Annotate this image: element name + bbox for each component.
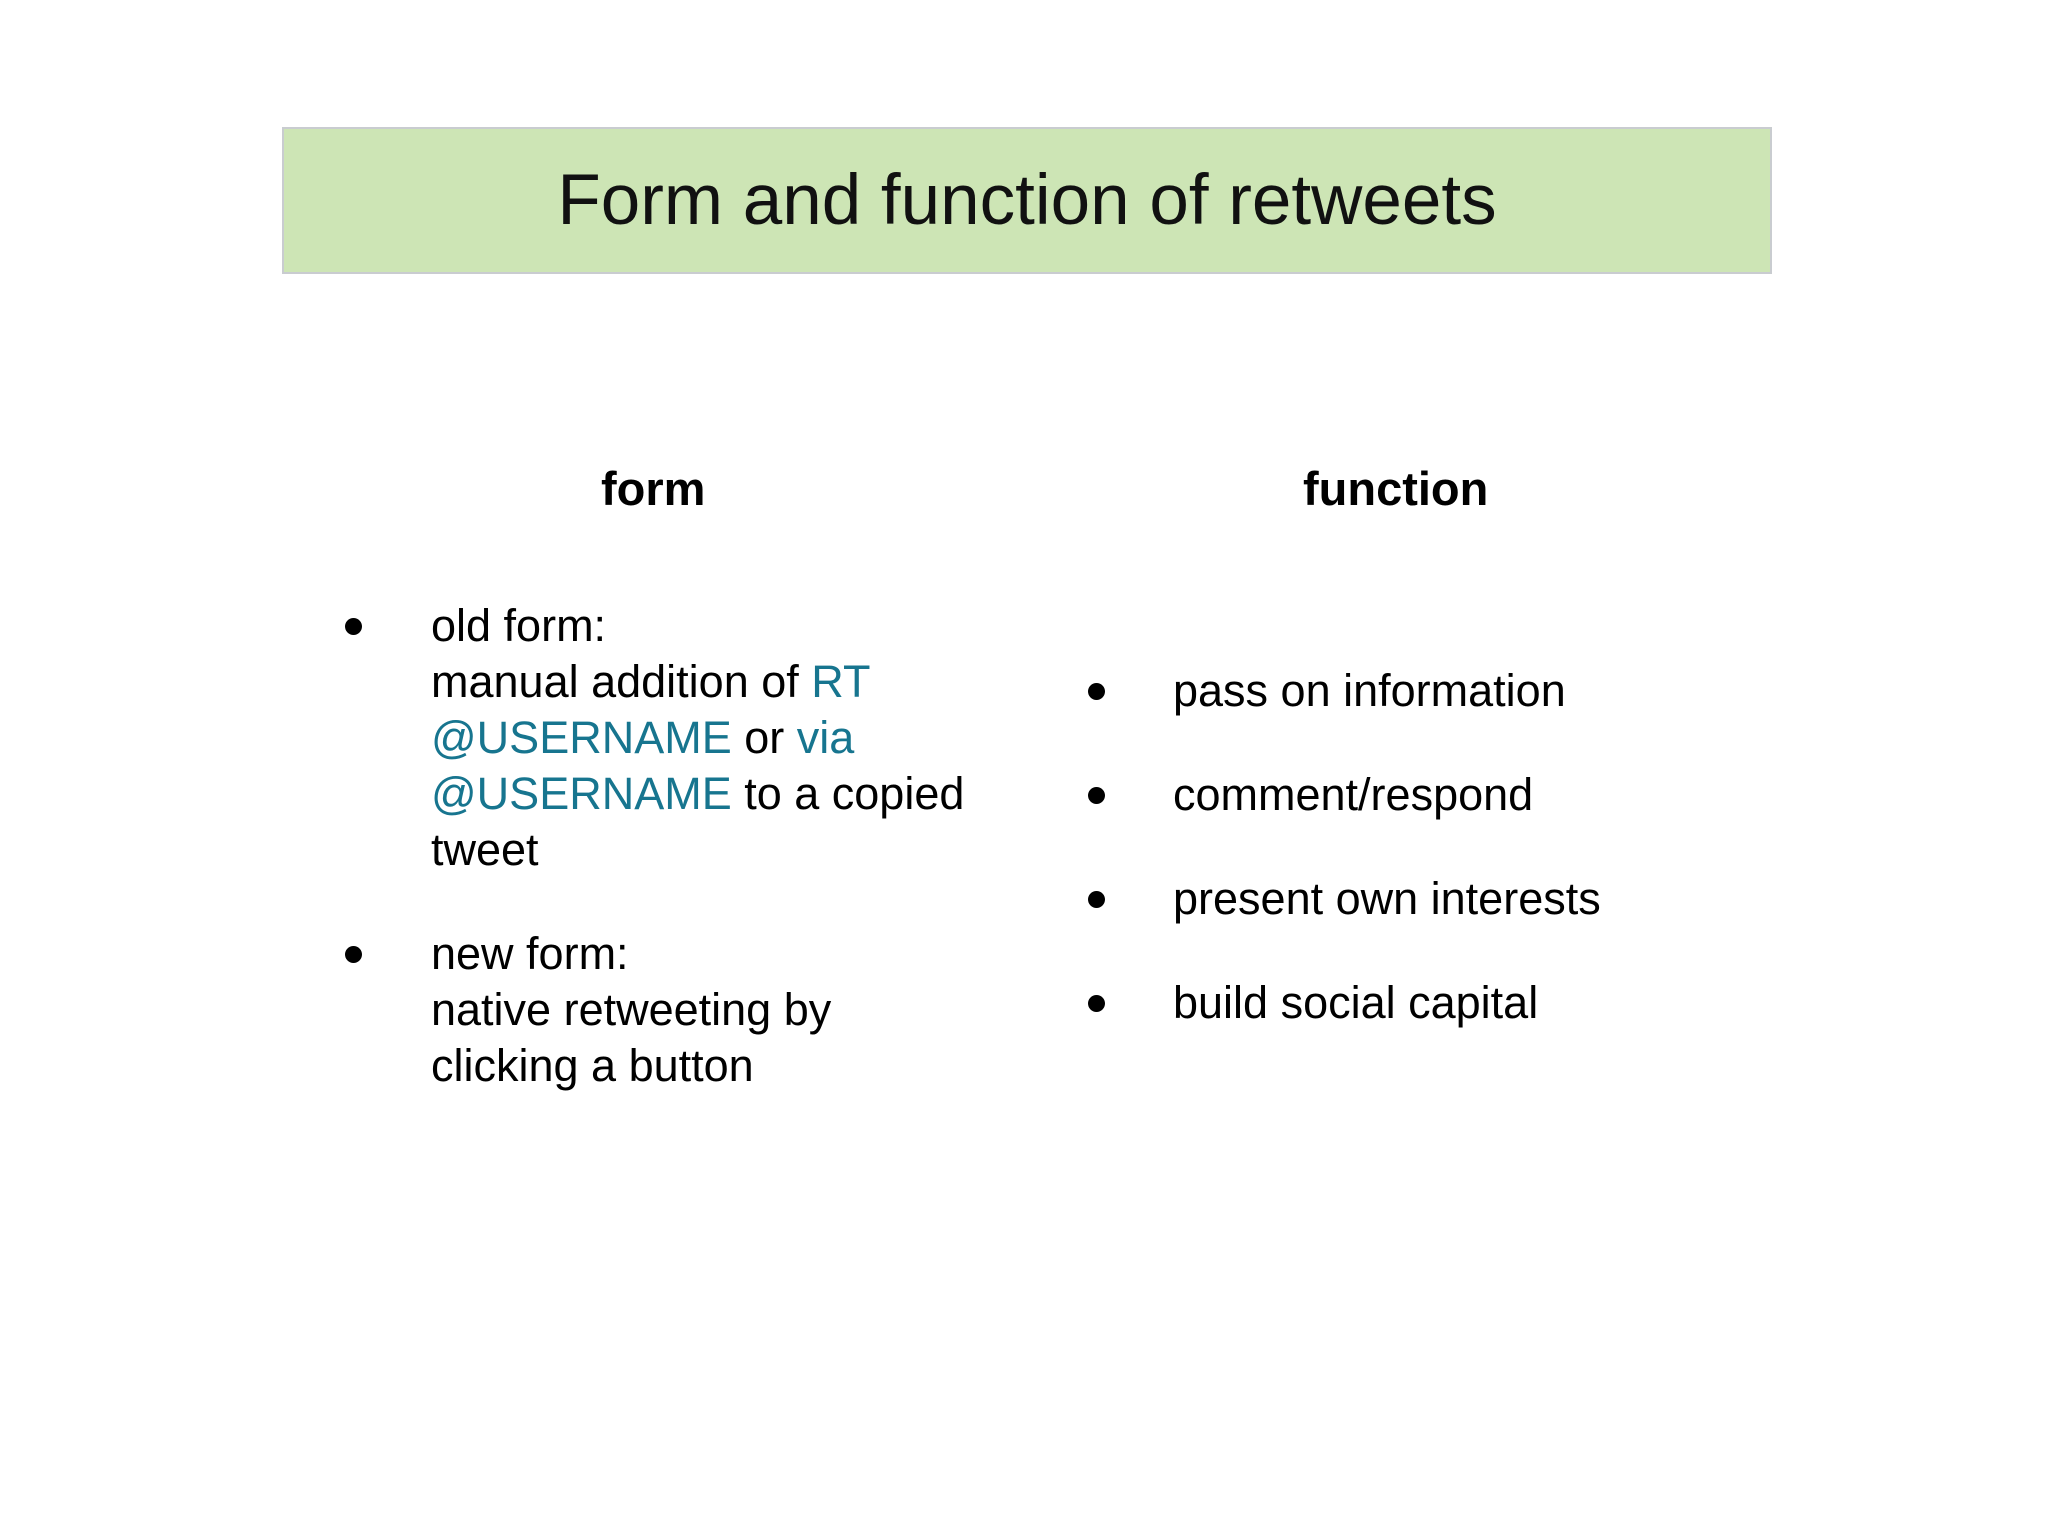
slide-title: Form and function of retweets <box>557 161 1497 240</box>
text-segment: to a copied <box>731 768 965 819</box>
form-old-line-3 <box>431 710 964 766</box>
function-item: comment/respond <box>1173 769 1534 820</box>
form-old-line-1 <box>431 598 964 654</box>
text-segment: new form: <box>431 928 629 979</box>
bullet-icon <box>1088 995 1105 1012</box>
function-column-heading: function <box>1303 462 1489 515</box>
form-old-line-4 <box>431 766 964 822</box>
form-item-new <box>431 926 831 1094</box>
form-column-heading: form <box>601 462 706 515</box>
form-new-line-2 <box>431 982 831 1038</box>
text-segment: tweet <box>431 824 539 875</box>
form-new-line-3 <box>431 1038 831 1094</box>
text-segment: or <box>731 712 797 763</box>
bullet-icon <box>1088 891 1105 908</box>
function-item: pass on information <box>1173 665 1566 716</box>
text-segment: clicking a button <box>431 1040 754 1091</box>
text-segment: manual addition of <box>431 656 812 707</box>
form-old-line-2 <box>431 654 964 710</box>
title-banner <box>282 127 1772 274</box>
bullet-icon <box>1088 787 1105 804</box>
form-new-line-1 <box>431 926 831 982</box>
function-item: build social capital <box>1173 977 1539 1028</box>
via-keyword: via <box>796 712 855 763</box>
text-segment: native retweeting by <box>431 984 832 1035</box>
form-old-line-5 <box>431 822 964 878</box>
form-item-old <box>431 598 964 878</box>
function-item: present own interests <box>1173 873 1601 924</box>
text-segment: old form: <box>431 600 607 651</box>
username-keyword: @USERNAME <box>431 712 732 763</box>
rt-keyword: RT <box>811 656 871 707</box>
bullet-icon <box>1088 683 1105 700</box>
username-keyword: @USERNAME <box>431 768 732 819</box>
bullet-icon <box>345 618 362 635</box>
bullet-icon <box>345 946 362 963</box>
